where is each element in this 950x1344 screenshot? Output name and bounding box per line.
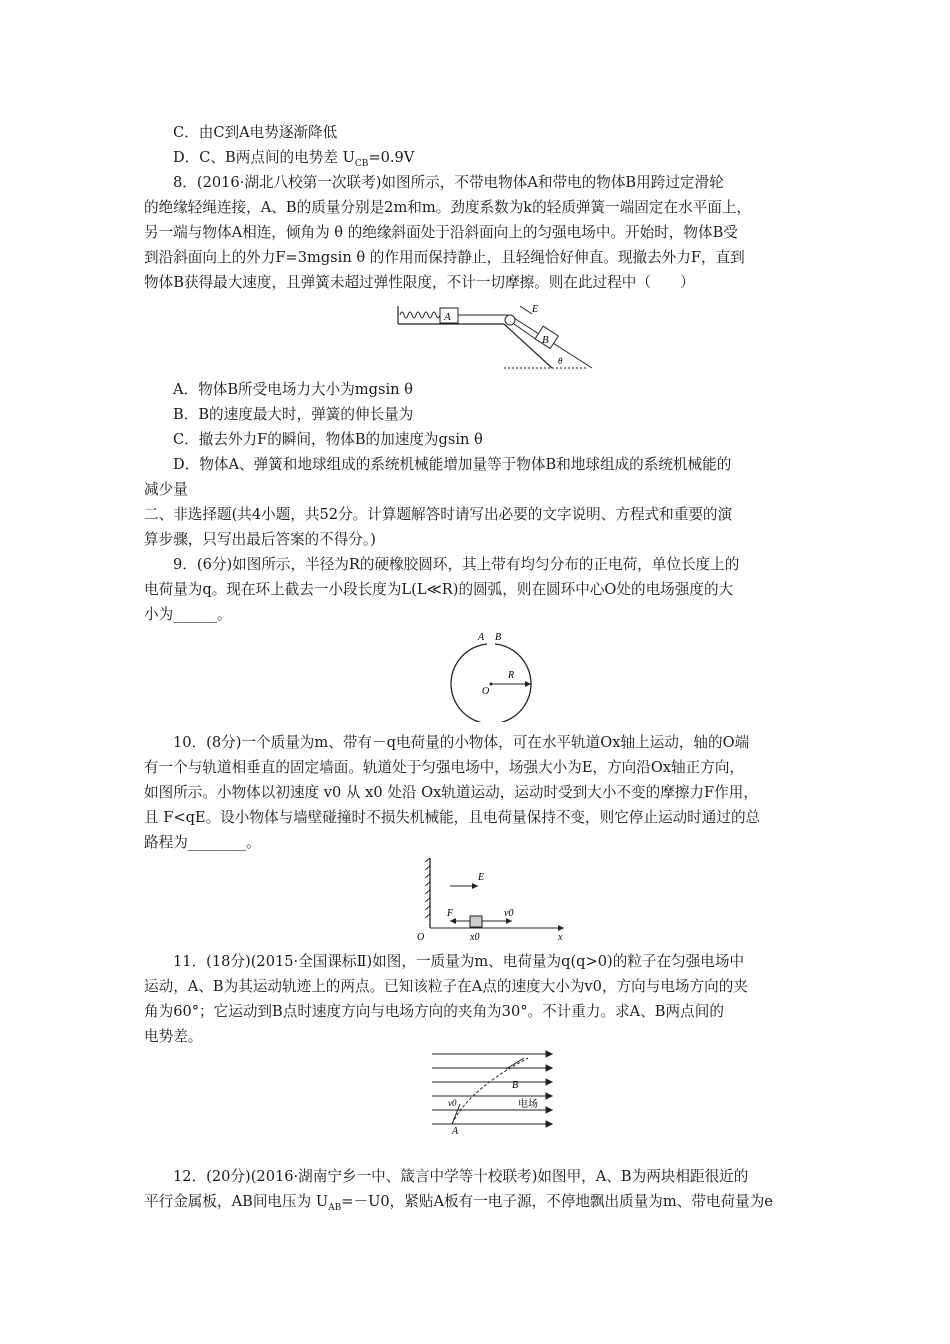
q12-stem-2b: =－U0，紧贴A板有一电子源，不停地飘出质量为m、带电荷量为e	[341, 1193, 773, 1210]
option-d-text: D．C、B两点间的电势差 U	[173, 149, 355, 166]
q10-stem-1: 10．(8分)一个质量为m、带有－q电荷量的小物体，可在水平轨道Ox轴上运动，轴的O端	[173, 734, 750, 751]
q12-stem-1: 12．(20分)(2016·湖南宁乡一中、箴言中学等十校联考)如图甲，A、B为两块相距很近的	[173, 1168, 749, 1185]
q11-stem-2: 运动，A、B为其运动轨迹上的两点。已知该粒子在A点的速度大小为v0，方向与电场方向的夹	[144, 978, 748, 995]
q8-stem-5: 物体B获得最大速度，且弹簧未超过弹性限度，不计一切摩擦。则在此过程中（ ）	[144, 274, 695, 291]
q10-stem-3: 如图所示。小物体以初速度 v0 从 x0 处沿 Ox轨道运动，运动时受到大小不变的摩擦力F作用，	[144, 784, 758, 801]
q11-stem-3: 角为60°；它运动到B点时速度方向与电场方向的夹角为30°。不计重力。求A、B两点间的	[144, 1003, 724, 1020]
q11-stem-1: 11．(18分)(2015·全国课标Ⅱ)如图，一质量为m、电荷量为q(q>0)的粒子在匀强电场中	[173, 953, 745, 970]
q9-stem-1: 9．(6分)如图所示，半径为R的硬橡胶圆环，其上带有均匀分布的正电荷，单位长度上的	[173, 556, 740, 573]
section-2-heading-2: 算步骤，只写出最后答案的不得分。)	[144, 531, 376, 548]
q8-option-d-2: 减少量	[144, 481, 188, 498]
fig9-label-b: B	[495, 632, 502, 643]
q10-stem-5: 路程为________。	[144, 834, 261, 851]
fig8-label-a: A	[444, 311, 451, 323]
q9-stem-2: 电荷量为q。现在环上截去一小段长度为L(L≪R)的圆弧，则在圆环中心O处的电场强度的大	[144, 581, 734, 598]
option-c-q7: C．由C到A电势逐渐降低	[173, 124, 338, 141]
option-d-q7	[173, 147, 813, 175]
figure-q11-field	[428, 1048, 558, 1134]
figure-q10-track	[414, 856, 574, 944]
fig9-label-o: O	[482, 686, 490, 697]
fig8-label-e: E	[532, 304, 539, 315]
subscript-ab: AB	[328, 1202, 342, 1213]
q10-stem-2: 有一个与轨道相垂直的固定墙面。轨道处于匀强电场中，场强大小为E，方向沿Ox轴正方向，	[144, 759, 745, 776]
subscript-cb: CB	[354, 158, 369, 169]
q8-stem-1: 8．(2016·湖北八校第一次联考)如图所示，不带电物体A和带电的物体B用跨过定滑轮	[173, 174, 724, 191]
q12-stem-2a: 平行金属板，AB间电压为 U	[144, 1193, 329, 1210]
fig8-label-b: B	[542, 334, 549, 346]
fig10-label-f: F	[447, 908, 454, 919]
q8-option-d-1: D．物体A、弹簧和地球组成的系统机械能增加量等于物体B和地球组成的系统机械能的	[173, 456, 732, 473]
fig9-label-r: R	[508, 670, 515, 681]
fig9-label-a: A	[478, 632, 485, 643]
fig11-label-b: B	[512, 1080, 519, 1091]
figure-q8-incline	[392, 300, 602, 372]
fig10-label-o: O	[417, 932, 425, 943]
fig10-label-v0: v0	[504, 908, 514, 919]
fig10-label-x: x	[558, 932, 563, 943]
fig11-label-a: A	[452, 1126, 459, 1134]
fig10-label-e: E	[478, 872, 485, 883]
section-2-heading-1: 二、非选择题(共4小题，共52分。计算题解答时请写出必要的文字说明、方程式和重要的演	[144, 506, 733, 523]
fig11-label-v0: v0	[448, 1098, 457, 1108]
fig8-label-theta: θ	[558, 356, 563, 366]
q8-stem-3: 另一端与物体A相连，倾角为 θ 的绝缘斜面处于沿斜面向上的匀强电场中。开始时，物体B受	[144, 224, 738, 241]
q8-stem-4: 到沿斜面向上的外力F=3mgsin θ 的作用而保持静止，且轻绳恰好伸直。现撤去外力F，直到	[144, 249, 745, 266]
q8-option-b: B．B的速度最大时，弹簧的伸长量为	[173, 406, 414, 423]
figure-q9-ring	[446, 628, 536, 722]
fig10-label-x0: x0	[470, 932, 480, 943]
option-d-value: =0.9V	[368, 149, 415, 166]
q12-stem-2	[144, 1191, 812, 1219]
q10-stem-4: 且 F<qE。设小物体与墙壁碰撞时不损失机械能，且电荷量保持不变，则它停止运动时通过的总	[144, 809, 761, 826]
q8-stem-2: 的绝缘轻绳连接，A、B的质量分别是2m和m。劲度系数为k的轻质弹簧一端固定在水平面上，	[144, 199, 752, 216]
q9-stem-3: 小为______。	[144, 606, 232, 623]
q8-option-c: C．撤去外力F的瞬间，物体B的加速度为gsin θ	[173, 431, 483, 448]
q8-option-a: A．物体B所受电场力大小为mgsin θ	[173, 381, 413, 398]
q11-stem-4: 电势差。	[144, 1028, 203, 1045]
fig11-label-field: 电场	[518, 1099, 538, 1110]
